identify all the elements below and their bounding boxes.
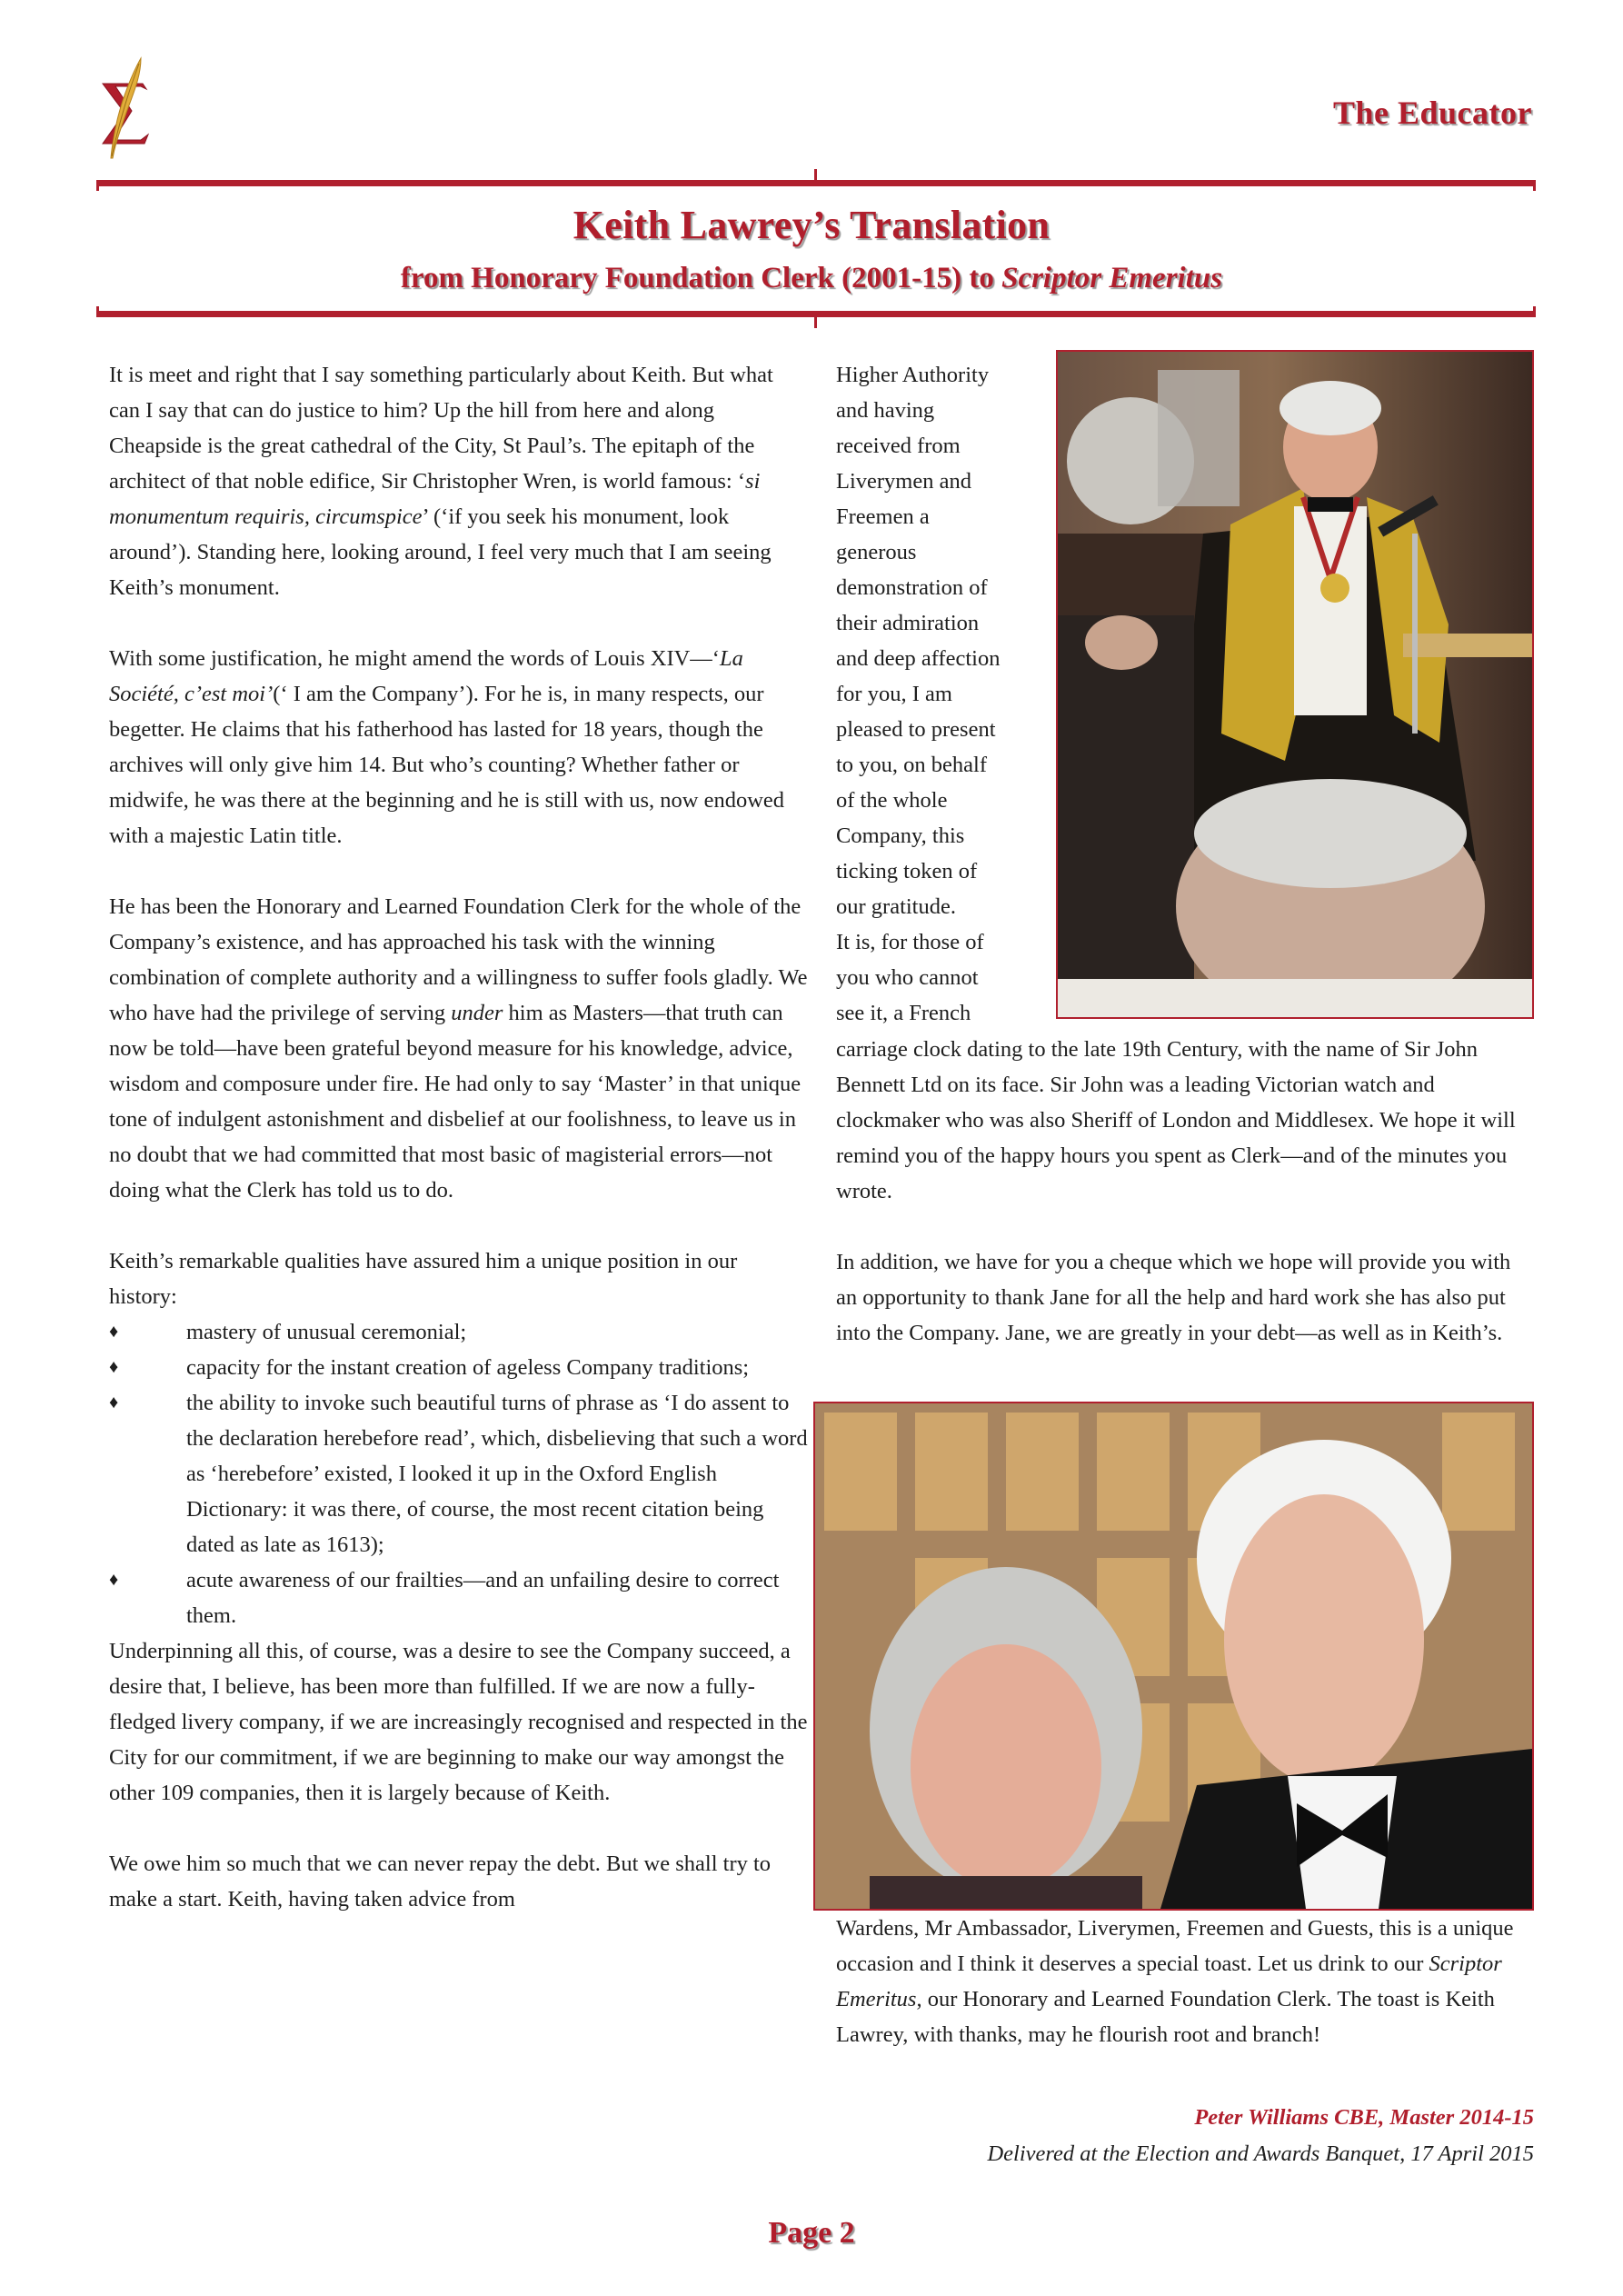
narrow-line: pleased to present [836,717,996,742]
narrow-line: our gratitude. [836,894,956,919]
page-number: Page 2 [768,2216,855,2250]
italic-run: si monumentum requiris, circumspice [109,469,761,529]
narrow-line: Company, this [836,824,965,848]
list-item-text: acute awareness of our frailties—and an unfailing desire to correct them. [186,1568,780,1628]
text-run: ’ (‘if you seek his monument, look around’). Standing here, looking around, I feel very much that I am seeing Keith’s monument. [109,504,772,600]
couple-portrait-photo [813,1402,1534,1911]
rule-tick [96,180,99,191]
left-column [109,357,809,1952]
text-run: him as Masters—that truth can now be told—have been grateful beyond measure for his knowledge, advice, wisdom and composure under fire. He had only to say ‘Master’ in that unique tone of indulgent astonishment and disbelief at our foolishness, to leave us in no doubt that we had committed that most basic of magisterial errors—not doing what the Clerk has told us to do. [109,1001,802,1203]
diamond-bullet-icon: ♦ [109,1357,119,1377]
text-run: (‘ I am the Company’). For he is, in many respects, our begetter. He claims that his fatherhood has lasted for 18 years, though the archives will only give him 14. But who’s counting? Whether father or midwife, he was there at the beginning and he is still with us, now endowed with a majestic Latin title. [109,682,785,848]
paragraph: In addition, we have for you a cheque which we hope will provide you with an opportunity to thank Jane for all the help and hard work she has also put into the Company. Jane, we are greatly in your debt—as well as in Keith’s. [836,1250,1511,1345]
italic-run: under [451,1001,503,1025]
diamond-bullet-icon: ♦ [109,1393,119,1413]
rule-tick [814,315,817,328]
text-run: It is meet and right that I say something particularly about Keith. But what can I say that can do justice to him? Up the hill from here and along Cheapside is the great cathedral of the City, St Paul’s. The epitaph of the architect of that noble edifice, Sir Christopher Wren, is world famous: ‘ [109,363,773,494]
italic-run: La Société, c’est moi’ [109,646,743,706]
narrow-line: you who cannot [836,965,979,990]
rule-tick [1533,180,1536,191]
subtitle-italic: Scriptor Emeritus [1001,262,1223,294]
paragraph: Keith’s remarkable qualities have assured him a unique position in our history: [109,1249,738,1309]
narrow-line: their admiration [836,611,980,635]
speaker-in-robes-photo [1056,350,1534,1019]
list-item [109,1314,809,1350]
paragraph: We owe him so much that we can never repay the debt. But we shall try to make a start. Keith, having taken advice from [109,1852,772,1912]
narrow-line: generous [836,540,917,564]
author-signature: Peter Williams CBE, Master 2014-15 [1194,2105,1534,2130]
article-subtitle [0,262,1623,295]
list-item [109,1350,809,1385]
narrow-line: received from [836,434,961,458]
italic-run: Scriptor Emeritus [836,1952,1502,2011]
list-item [109,1385,809,1562]
subtitle-text: from Honorary Foundation Clerk (2001-15) to [400,262,1002,294]
narrow-line: for you, I am [836,682,952,706]
narrow-line: Higher Authority [836,363,990,387]
narrow-line: of the whole [836,788,948,813]
diamond-bullet-icon: ♦ [109,1570,119,1590]
narrow-line: Liverymen and [836,469,971,494]
paragraph [109,889,809,1208]
text-run: , our Honorary and Learned Foundation Clerk. The toast is Keith Lawrey, with thanks, may he flourish root and branch! [836,1987,1495,2047]
toast-paragraph [836,1911,1536,2052]
narrow-line: demonstration of [836,575,988,600]
text-run: With some justification, he might amend the words of Louis XIV—‘ [109,646,720,671]
paragraph [109,641,809,854]
narrow-line: to you, on behalf [836,753,988,777]
sigma-quill-logo-icon [95,56,159,165]
narrow-column [836,357,1045,1031]
qualities-list [109,1314,809,1633]
article-title: Keith Lawrey’s Translation [573,203,1050,247]
text-run: He has been the Honorary and Learned Foundation Clerk for the whole of the Company’s existence, and has approached his task with the winning combination of complete authority and a willingness to suffer fools gladly. We who have had the privilege of serving [109,894,808,1025]
list-item [109,1562,809,1633]
list-item-text: the ability to invoke such beautiful turns of phrase as ‘I do assent to the declaration herebefore read’, which, disbelieving that such a word as ‘herebefore’ existed, I looked it up in the Oxford English Dictionary: it was there, of course, the most recent citation being dated as late as 1613); [186,1391,808,1557]
narrow-line: It is, for those of [836,930,984,954]
masthead-title: The Educator [1332,95,1532,131]
list-item-text: mastery of unusual ceremonial; [186,1320,467,1344]
paragraph: carriage clock dating to the late 19th Century, with the name of Sir John Bennett Ltd on its face. Sir John was a leading Victorian watch and clockmaker who was also Sheriff of London and Middlesex. We hope it will remind you of the happy hours you spent as Clerk—and of the minutes you wrote. [836,1037,1516,1203]
rule-tick [96,306,99,317]
text-run: Wardens, Mr Ambassador, Liverymen, Freemen and Guests, this is a unique occasion and I think it deserves a special toast. Let us drink to our [836,1916,1514,1976]
narrow-line: and having [836,398,935,423]
paragraph [109,357,809,605]
narrow-line: see it, a French [836,1001,971,1025]
rule-tick [814,169,817,182]
rule-tick [1533,306,1536,317]
right-column [836,1032,1536,1386]
narrow-line: and deep affection [836,646,1001,671]
paragraph: Underpinning all this, of course, was a desire to see the Company succeed, a desire that, I believe, has been more than fulfilled. If we are now a fully-fledged livery company, if we are increasingly recognised and respected in the City for our commitment, if we are beginning to make our way amongst the other 109 companies, then it is largely because of Keith. [109,1639,808,1805]
delivery-note: Delivered at the Election and Awards Banquet, 17 April 2015 [987,2141,1534,2166]
narrow-line: Freemen a [836,504,930,529]
list-item-text: capacity for the instant creation of ageless Company traditions; [186,1355,750,1380]
diamond-bullet-icon: ♦ [109,1322,119,1342]
narrow-line: ticking token of [836,859,978,883]
